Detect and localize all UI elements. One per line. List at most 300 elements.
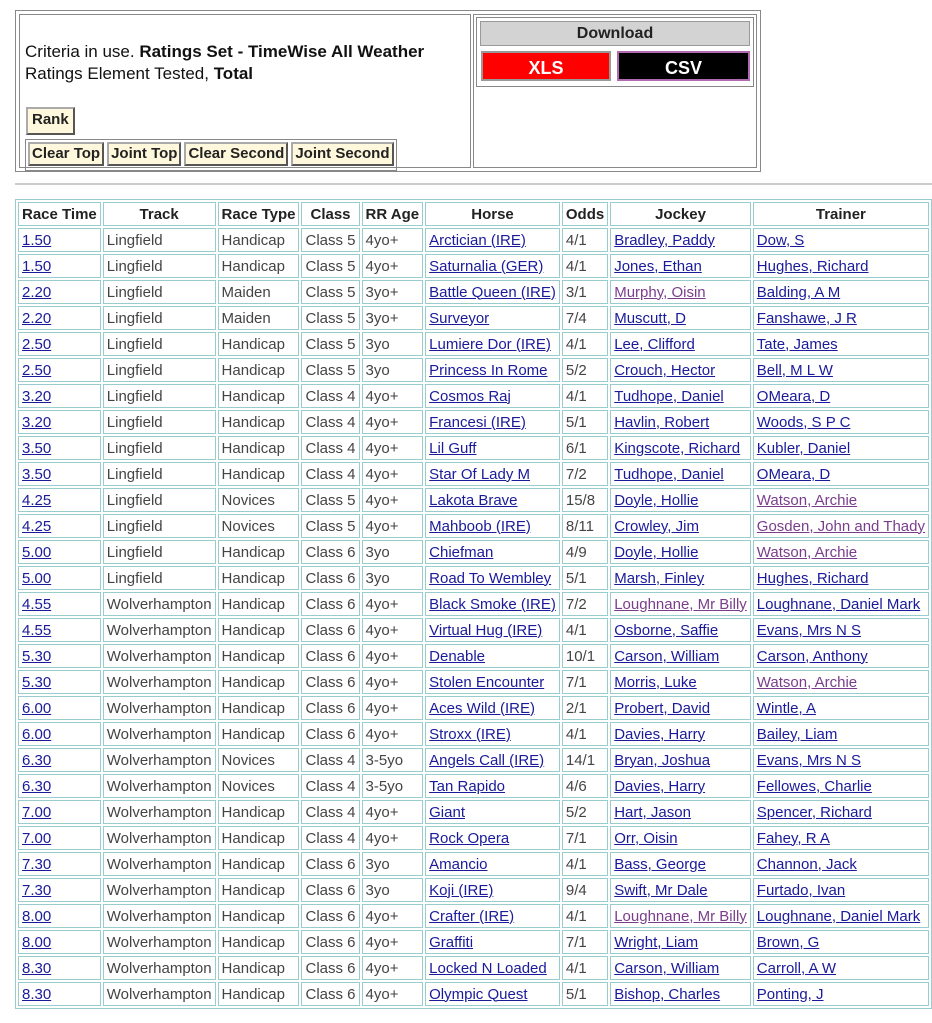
jockey-link[interactable]: Kingscote, Richard: [614, 439, 741, 457]
cell-trainer: [753, 904, 929, 928]
cell-horse: [425, 566, 560, 590]
cell-odds: 4/1: [562, 332, 608, 356]
cell-jockey: [610, 722, 751, 746]
cell-class: Class 5: [301, 332, 359, 356]
joint-top-button[interactable]: Joint Top: [107, 142, 181, 166]
trainer-link[interactable]: Loughnane, Daniel Mark: [756, 907, 921, 925]
cell-track: Wolverhampton: [103, 696, 216, 720]
cell-race-time: [18, 410, 101, 434]
horse-link[interactable]: Giant: [429, 803, 465, 821]
race-time-link[interactable]: 3.20: [22, 387, 52, 405]
trainer-link[interactable]: Hughes, Richard: [756, 569, 869, 587]
table-row: [18, 774, 929, 798]
cell-trainer: [753, 826, 929, 850]
jockey-link[interactable]: Wright, Liam: [614, 933, 699, 951]
criteria-panel: [15, 10, 761, 172]
cell-horse: [425, 488, 560, 512]
trainer-link[interactable]: Watson, Archie: [756, 543, 858, 561]
cell-trainer: [753, 930, 929, 954]
cell-class: Class 6: [301, 904, 359, 928]
table-row: [18, 904, 929, 928]
cell-race-time: [18, 800, 101, 824]
cell-jockey: [610, 358, 751, 382]
table-row: [18, 748, 929, 772]
cell-odds: 5/2: [562, 800, 608, 824]
cell-trainer: [753, 436, 929, 460]
cell-jockey: [610, 410, 751, 434]
jockey-link[interactable]: Bass, George: [614, 855, 706, 873]
cell-horse: [425, 462, 560, 486]
cell-jockey: [610, 514, 751, 538]
cell-trainer: [753, 540, 929, 564]
trainer-link[interactable]: Ponting, J: [756, 985, 824, 1003]
jockey-link[interactable]: Morris, Luke: [614, 673, 697, 691]
table-row: [18, 540, 929, 564]
cell-trainer: [753, 514, 929, 538]
cell-jockey: [610, 878, 751, 902]
horse-link[interactable]: Locked N Loaded: [429, 959, 547, 977]
cell-horse: [425, 332, 560, 356]
trainer-link[interactable]: Kubler, Daniel: [756, 439, 851, 457]
cell-class: Class 6: [301, 566, 359, 590]
jockey-link[interactable]: Orr, Oisin: [614, 829, 678, 847]
horse-link[interactable]: Battle Queen (IRE): [429, 283, 556, 301]
cell-race-type: Handicap: [218, 722, 300, 746]
jockey-link[interactable]: Bradley, Paddy: [614, 231, 715, 249]
jockey-link[interactable]: Marsh, Finley: [614, 569, 705, 587]
horse-link[interactable]: Arctician (IRE): [429, 231, 526, 249]
cell-trainer: [753, 254, 929, 278]
table-body: [18, 228, 929, 1006]
cell-track: Lingfield: [103, 540, 216, 564]
cell-class: Class 6: [301, 644, 359, 668]
horse-link[interactable]: Stolen Encounter: [429, 673, 545, 691]
horse-link[interactable]: Koji (IRE): [429, 881, 494, 899]
race-time-link[interactable]: 8.30: [22, 985, 52, 1003]
table-row: [18, 618, 929, 642]
cell-race-time: [18, 644, 101, 668]
horse-link[interactable]: Princess In Rome: [429, 361, 548, 379]
header-jockey: Jockey: [610, 202, 751, 226]
cell-jockey: [610, 254, 751, 278]
cell-class: Class 4: [301, 774, 359, 798]
cell-rr-age: 3yo+: [362, 280, 424, 304]
horse-link[interactable]: Lakota Brave: [429, 491, 518, 509]
race-time-link[interactable]: 2.20: [22, 283, 52, 301]
cell-horse: [425, 748, 560, 772]
cell-jockey: [610, 982, 751, 1006]
jockey-link[interactable]: Doyle, Hollie: [614, 491, 699, 509]
race-time-link[interactable]: 8.00: [22, 933, 52, 951]
cell-track: Wolverhampton: [103, 930, 216, 954]
trainer-link[interactable]: Tate, James: [756, 335, 838, 353]
cell-rr-age: 3yo: [362, 878, 424, 902]
trainer-link[interactable]: Carson, Anthony: [756, 647, 868, 665]
cell-horse: [425, 670, 560, 694]
jockey-link[interactable]: Tudhope, Daniel: [614, 387, 724, 405]
horse-link[interactable]: Mahboob (IRE): [429, 517, 531, 535]
rank-button[interactable]: Rank: [26, 107, 75, 135]
trainer-link[interactable]: Loughnane, Daniel Mark: [756, 595, 921, 613]
jockey-link[interactable]: Osborne, Saffie: [614, 621, 719, 639]
cell-class: Class 6: [301, 540, 359, 564]
cell-race-time: [18, 436, 101, 460]
cell-race-time: [18, 306, 101, 330]
clear-second-button[interactable]: Clear Second: [184, 142, 288, 166]
cell-race-type: Handicap: [218, 826, 300, 850]
horse-link[interactable]: Cosmos Raj: [429, 387, 511, 405]
cell-odds: 7/4: [562, 306, 608, 330]
table-row: [18, 332, 929, 356]
trainer-link[interactable]: Carroll, A W: [756, 959, 836, 977]
criteria-text: [25, 41, 424, 85]
cell-class: Class 6: [301, 722, 359, 746]
cell-track: Wolverhampton: [103, 774, 216, 798]
cell-horse: [425, 774, 560, 798]
race-time-link[interactable]: 5.00: [22, 543, 52, 561]
cell-horse: [425, 722, 560, 746]
header-track: Track: [103, 202, 216, 226]
cell-race-time: [18, 852, 101, 876]
cell-jockey: [610, 904, 751, 928]
cell-class: Class 5: [301, 306, 359, 330]
cell-track: Wolverhampton: [103, 982, 216, 1006]
jockey-link[interactable]: Carson, William: [614, 647, 720, 665]
cell-class: Class 6: [301, 878, 359, 902]
horse-link[interactable]: Crafter (IRE): [429, 907, 515, 925]
cell-odds: 4/1: [562, 228, 608, 252]
cell-rr-age: 4yo+: [362, 930, 424, 954]
cell-class: Class 5: [301, 228, 359, 252]
jockey-link[interactable]: Davies, Harry: [614, 777, 706, 795]
horse-link[interactable]: Denable: [429, 647, 486, 665]
race-time-link[interactable]: 6.00: [22, 699, 52, 717]
cell-trainer: [753, 462, 929, 486]
cell-race-time: [18, 826, 101, 850]
jockey-link[interactable]: Crowley, Jim: [614, 517, 699, 535]
cell-jockey: [610, 592, 751, 616]
cell-race-time: [18, 930, 101, 954]
cell-rr-age: 3-5yo: [362, 774, 424, 798]
horse-link[interactable]: Road To Wembley: [429, 569, 552, 587]
jockey-link[interactable]: Lee, Clifford: [614, 335, 695, 353]
horse-link[interactable]: Francesi (IRE): [429, 413, 526, 431]
cell-track: Wolverhampton: [103, 644, 216, 668]
results-table: [15, 199, 932, 1009]
header-horse: Horse: [425, 202, 560, 226]
cell-race-type: Handicap: [218, 904, 300, 928]
horse-link[interactable]: Tan Rapido: [429, 777, 506, 795]
table-row: [18, 956, 929, 980]
race-time-link[interactable]: 7.30: [22, 881, 52, 899]
jockey-link[interactable]: Carson, William: [614, 959, 720, 977]
cell-jockey: [610, 306, 751, 330]
horse-link[interactable]: Saturnalia (GER): [429, 257, 544, 275]
horse-link[interactable]: Aces Wild (IRE): [429, 699, 535, 717]
cell-race-type: Handicap: [218, 540, 300, 564]
race-time-link[interactable]: 7.30: [22, 855, 52, 873]
cell-odds: 7/1: [562, 670, 608, 694]
jockey-link[interactable]: Murphy, Oisin: [614, 283, 706, 301]
trainer-link[interactable]: Spencer, Richard: [756, 803, 872, 821]
trainer-link[interactable]: Balding, A M: [756, 283, 841, 301]
race-time-link[interactable]: 4.25: [22, 517, 52, 535]
clear-top-button[interactable]: Clear Top: [28, 142, 104, 166]
cell-trainer: [753, 852, 929, 876]
cell-odds: 4/9: [562, 540, 608, 564]
jockey-link[interactable]: Davies, Harry: [614, 725, 706, 743]
cell-track: Wolverhampton: [103, 618, 216, 642]
race-time-link[interactable]: 2.20: [22, 309, 52, 327]
cell-jockey: [610, 540, 751, 564]
cell-track: Lingfield: [103, 384, 216, 408]
trainer-link[interactable]: OMeara, D: [756, 465, 831, 483]
cell-race-type: Handicap: [218, 982, 300, 1006]
horse-link[interactable]: Lil Guff: [429, 439, 477, 457]
cell-jockey: [610, 228, 751, 252]
cell-jockey: [610, 696, 751, 720]
horse-link[interactable]: Angels Call (IRE): [429, 751, 545, 769]
race-time-link[interactable]: 6.00: [22, 725, 52, 743]
trainer-link[interactable]: Woods, S P C: [756, 413, 851, 431]
race-time-link[interactable]: 6.30: [22, 751, 52, 769]
cell-race-time: [18, 956, 101, 980]
race-time-link[interactable]: 1.50: [22, 257, 52, 275]
xls-download-button[interactable]: XLS: [481, 51, 611, 81]
jockey-link[interactable]: Loughnane, Mr Billy: [614, 907, 747, 925]
table-row: [18, 384, 929, 408]
cell-track: Wolverhampton: [103, 878, 216, 902]
horse-link[interactable]: Chiefman: [429, 543, 494, 561]
cell-horse: [425, 904, 560, 928]
cell-track: Lingfield: [103, 436, 216, 460]
cell-rr-age: 4yo+: [362, 982, 424, 1006]
cell-jockey: [610, 930, 751, 954]
cell-race-type: Handicap: [218, 878, 300, 902]
cell-odds: 7/1: [562, 930, 608, 954]
table-row: [18, 878, 929, 902]
cell-race-type: Handicap: [218, 956, 300, 980]
cell-track: Wolverhampton: [103, 956, 216, 980]
cell-race-time: [18, 384, 101, 408]
cell-track: Wolverhampton: [103, 852, 216, 876]
trainer-link[interactable]: Fanshawe, J R: [756, 309, 857, 327]
cell-race-type: Handicap: [218, 358, 300, 382]
horse-link[interactable]: Star Of Lady M: [429, 465, 531, 483]
header-race-time: Race Time: [18, 202, 101, 226]
cell-horse: [425, 800, 560, 824]
cell-class: Class 6: [301, 956, 359, 980]
cell-rr-age: 4yo+: [362, 800, 424, 824]
jockey-link[interactable]: Loughnane, Mr Billy: [614, 595, 747, 613]
cell-race-time: [18, 254, 101, 278]
table-row: [18, 566, 929, 590]
race-time-link[interactable]: 7.00: [22, 829, 52, 847]
trainer-link[interactable]: Bailey, Liam: [756, 725, 838, 743]
cell-race-time: [18, 540, 101, 564]
cell-trainer: [753, 644, 929, 668]
download-panel: [473, 14, 757, 168]
cell-race-type: Novices: [218, 488, 300, 512]
cell-track: Lingfield: [103, 358, 216, 382]
cell-race-type: Handicap: [218, 618, 300, 642]
trainer-link[interactable]: Watson, Archie: [756, 673, 858, 691]
horse-link[interactable]: Graffiti: [429, 933, 474, 951]
race-time-link[interactable]: 5.00: [22, 569, 52, 587]
cell-race-time: [18, 618, 101, 642]
table-row: [18, 280, 929, 304]
trainer-link[interactable]: Brown, G: [756, 933, 820, 951]
csv-download-button[interactable]: CSV: [617, 51, 750, 81]
race-time-link[interactable]: 5.30: [22, 673, 52, 691]
cell-class: Class 5: [301, 488, 359, 512]
jockey-link[interactable]: Havlin, Robert: [614, 413, 710, 431]
cell-odds: 6/1: [562, 436, 608, 460]
cell-jockey: [610, 748, 751, 772]
cell-odds: 4/1: [562, 956, 608, 980]
cell-class: Class 6: [301, 696, 359, 720]
cell-jockey: [610, 462, 751, 486]
horse-link[interactable]: Surveyor: [429, 309, 490, 327]
cell-jockey: [610, 436, 751, 460]
cell-trainer: [753, 982, 929, 1006]
cell-rr-age: 4yo+: [362, 696, 424, 720]
race-time-link[interactable]: 3.50: [22, 465, 52, 483]
jockey-link[interactable]: Doyle, Hollie: [614, 543, 699, 561]
race-time-link[interactable]: 8.30: [22, 959, 52, 977]
cell-odds: 4/6: [562, 774, 608, 798]
race-time-link[interactable]: 3.20: [22, 413, 52, 431]
cell-rr-age: 4yo+: [362, 644, 424, 668]
horse-link[interactable]: Rock Opera: [429, 829, 510, 847]
cell-rr-age: 3yo: [362, 566, 424, 590]
trainer-link[interactable]: Evans, Mrs N S: [756, 751, 861, 769]
cell-rr-age: 3yo+: [362, 306, 424, 330]
cell-odds: 7/1: [562, 826, 608, 850]
cell-odds: 9/4: [562, 878, 608, 902]
jockey-link[interactable]: Muscutt, D: [614, 309, 686, 327]
race-time-link[interactable]: 1.50: [22, 231, 52, 249]
trainer-link[interactable]: OMeara, D: [756, 387, 831, 405]
race-time-link[interactable]: 6.30: [22, 777, 52, 795]
cell-odds: 5/1: [562, 982, 608, 1006]
trainer-link[interactable]: Evans, Mrs N S: [756, 621, 861, 639]
jockey-link[interactable]: Bishop, Charles: [614, 985, 721, 1003]
race-time-link[interactable]: 4.25: [22, 491, 52, 509]
cell-track: Lingfield: [103, 462, 216, 486]
jockey-link[interactable]: Swift, Mr Dale: [614, 881, 708, 899]
trainer-link[interactable]: Channon, Jack: [756, 855, 857, 873]
cell-class: Class 4: [301, 410, 359, 434]
race-time-link[interactable]: 2.50: [22, 335, 52, 353]
race-time-link[interactable]: 2.50: [22, 361, 52, 379]
cell-jockey: [610, 644, 751, 668]
race-time-link[interactable]: 4.55: [22, 621, 52, 639]
trainer-link[interactable]: Furtado, Ivan: [756, 881, 846, 899]
cell-trainer: [753, 384, 929, 408]
jockey-link[interactable]: Bryan, Joshua: [614, 751, 711, 769]
jockey-link[interactable]: Tudhope, Daniel: [614, 465, 724, 483]
cell-horse: [425, 254, 560, 278]
cell-horse: [425, 592, 560, 616]
cell-odds: 4/1: [562, 384, 608, 408]
trainer-link[interactable]: Hughes, Richard: [756, 257, 869, 275]
table-row: [18, 254, 929, 278]
cell-odds: 4/1: [562, 904, 608, 928]
criteria-prefix: Criteria in use.: [25, 42, 140, 61]
cell-race-type: Maiden: [218, 280, 300, 304]
cell-horse: [425, 956, 560, 980]
jockey-link[interactable]: Probert, David: [614, 699, 711, 717]
cell-race-time: [18, 228, 101, 252]
cell-rr-age: 4yo+: [362, 956, 424, 980]
table-row: [18, 228, 929, 252]
race-time-link[interactable]: 5.30: [22, 647, 52, 665]
cell-race-time: [18, 332, 101, 356]
horse-link[interactable]: Olympic Quest: [429, 985, 528, 1003]
horse-link[interactable]: Black Smoke (IRE): [429, 595, 556, 613]
cell-odds: 10/1: [562, 644, 608, 668]
table-row: [18, 982, 929, 1006]
cell-track: Lingfield: [103, 566, 216, 590]
cell-odds: 2/1: [562, 696, 608, 720]
cell-trainer: [753, 722, 929, 746]
cell-odds: 4/1: [562, 852, 608, 876]
race-time-link[interactable]: 3.50: [22, 439, 52, 457]
header-race-type: Race Type: [218, 202, 300, 226]
joint-second-button[interactable]: Joint Second: [291, 142, 393, 166]
trainer-link[interactable]: Dow, S: [756, 231, 805, 249]
cell-rr-age: 4yo+: [362, 436, 424, 460]
jockey-link[interactable]: Crouch, Hector: [614, 361, 716, 379]
cell-class: Class 6: [301, 852, 359, 876]
cell-race-time: [18, 358, 101, 382]
cell-class: Class 6: [301, 670, 359, 694]
race-time-link[interactable]: 4.55: [22, 595, 52, 613]
cell-horse: [425, 618, 560, 642]
cell-race-type: Handicap: [218, 228, 300, 252]
table-row: [18, 722, 929, 746]
trainer-link[interactable]: Fellowes, Charlie: [756, 777, 872, 795]
trainer-link[interactable]: Wintle, A: [756, 699, 816, 717]
jockey-link[interactable]: Jones, Ethan: [614, 257, 702, 275]
trainer-link[interactable]: Fahey, R A: [756, 829, 830, 847]
trainer-link[interactable]: Watson, Archie: [756, 491, 858, 509]
trainer-link[interactable]: Gosden, John and Thady: [756, 517, 925, 535]
cell-rr-age: 4yo+: [362, 488, 424, 512]
horse-link[interactable]: Virtual Hug (IRE): [429, 621, 543, 639]
table-row: [18, 592, 929, 616]
jockey-link[interactable]: Hart, Jason: [614, 803, 691, 821]
cell-horse: [425, 852, 560, 876]
cell-odds: 7/2: [562, 592, 608, 616]
trainer-link[interactable]: Bell, M L W: [756, 361, 833, 379]
horse-link[interactable]: Stroxx (IRE): [429, 725, 511, 743]
cell-trainer: [753, 878, 929, 902]
race-time-link[interactable]: 7.00: [22, 803, 52, 821]
race-time-link[interactable]: 8.00: [22, 907, 52, 925]
cell-track: Lingfield: [103, 228, 216, 252]
cell-odds: 4/1: [562, 618, 608, 642]
cell-trainer: [753, 280, 929, 304]
cell-horse: [425, 826, 560, 850]
horse-link[interactable]: Lumiere Dor (IRE): [429, 335, 551, 353]
cell-rr-age: 4yo+: [362, 514, 424, 538]
horse-link[interactable]: Amancio: [429, 855, 488, 873]
cell-trainer: [753, 332, 929, 356]
cell-trainer: [753, 774, 929, 798]
table-row: [18, 826, 929, 850]
